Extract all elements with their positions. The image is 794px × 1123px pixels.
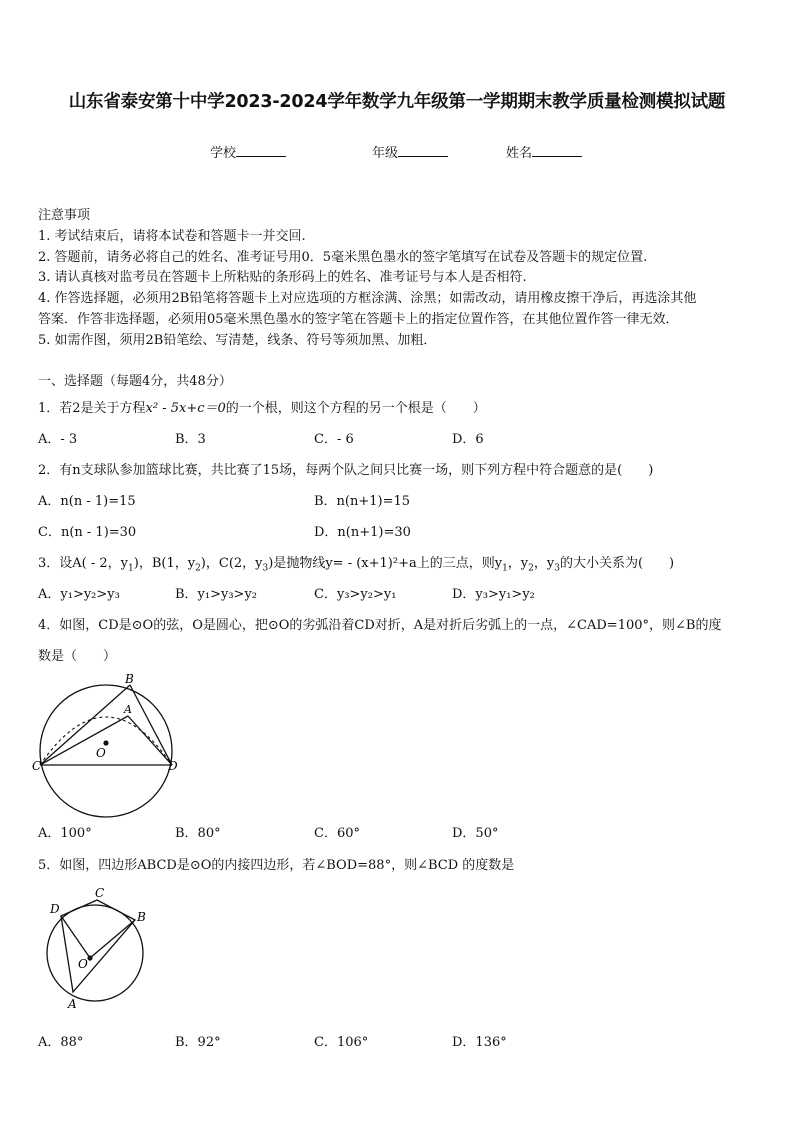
q2-option-d[interactable]: D．n(n+1)=30 bbox=[314, 525, 411, 540]
q4-label-c: C bbox=[32, 759, 42, 773]
q4-label-o: O bbox=[96, 746, 106, 760]
q4-label-b: B bbox=[125, 672, 134, 686]
notice-item: 1. 考试结束后，请将本试卷和答题卡一并交回. bbox=[38, 229, 306, 244]
school-field bbox=[210, 142, 286, 161]
q3-stem-g: 的大小关系为( ) bbox=[559, 556, 675, 571]
q1-option-c[interactable]: C．- 6 bbox=[314, 432, 354, 447]
q5-label-c: C bbox=[95, 886, 105, 900]
q5-option-b[interactable]: B．92° bbox=[175, 1035, 221, 1050]
q1-stem-b: 的一个根，则这个方程的另一个根是（ ） bbox=[225, 401, 486, 416]
q3-option-c[interactable]: C．y₃>y₂>y₁ bbox=[314, 587, 397, 602]
q5-quadrilateral bbox=[61, 900, 135, 992]
grade-label: 年级 bbox=[372, 146, 399, 161]
q3-sub: 1 bbox=[128, 563, 134, 574]
q5-option-c[interactable]: C．106° bbox=[314, 1035, 369, 1050]
q3-stem-e: ，y bbox=[507, 556, 529, 571]
q3-stem-d: )是抛物线y= - (x+1)²+a上的三点，则y bbox=[268, 556, 503, 571]
question-2-stem: 2．有n支球队参加篮球比赛，共比赛了15场，每两个队之间只比赛一场，则下列方程中符合题意的是( ) bbox=[38, 463, 654, 478]
question-1-stem bbox=[38, 397, 486, 416]
q4-option-a[interactable]: A．100° bbox=[38, 826, 92, 841]
name-blank bbox=[532, 144, 582, 157]
q4-label-a: A bbox=[124, 703, 132, 716]
q2-option-c[interactable]: C．n(n - 1)=30 bbox=[38, 525, 137, 540]
grade-blank bbox=[398, 144, 448, 157]
page-title: 山东省泰安第十中学2023-2024学年数学九年级第一学期期末教学质量检测模拟试题 bbox=[68, 92, 726, 112]
q3-sub: 3 bbox=[262, 563, 269, 574]
q4-label-d: D bbox=[168, 759, 178, 773]
q3-stem-b: )，B(1，y bbox=[133, 556, 196, 571]
notice-item: 答案．作答非选择题，必须用05毫米黑色墨水的签字笔在答题卡上的指定位置作答，在其他位置作答一律无效． bbox=[38, 312, 679, 327]
q4-option-d[interactable]: D．50° bbox=[452, 826, 499, 841]
q3-sub: 3 bbox=[554, 563, 560, 574]
notice-item: 4. 作答选择题，必须用2B铅笔将答题卡上对应选项的方框涂满、涂黑；如需改动，请用橡皮擦干净后，再选涂其他 bbox=[38, 291, 697, 306]
q5-label-b: B bbox=[137, 910, 146, 924]
notice-item: 2. 答题前，请务必将自己的姓名、准考证号用0．5毫米黑色墨水的签字笔填写在试卷及答题卡的规定位置. bbox=[38, 250, 648, 265]
q5-option-d[interactable]: D．136° bbox=[452, 1035, 507, 1050]
school-blank bbox=[236, 144, 286, 157]
q3-sub: 1 bbox=[502, 563, 508, 574]
name-field bbox=[506, 142, 582, 161]
name-label: 姓名 bbox=[506, 146, 533, 161]
q3-stem-a: 3．设A( - 2，y bbox=[38, 556, 129, 571]
notice-heading: 注意事项 bbox=[38, 208, 91, 223]
q4-circle bbox=[40, 685, 172, 817]
notice-item: 3. 请认真核对监考员在答题卡上所粘贴的条形码上的姓名、准考证号与本人是否相符. bbox=[38, 270, 527, 285]
q1-option-a[interactable]: A．- 3 bbox=[38, 432, 78, 447]
question-4-stem-line2: 数是（ ） bbox=[38, 649, 117, 664]
q5-segment-do bbox=[61, 916, 90, 958]
q3-stem-f: ，y bbox=[533, 556, 555, 571]
q2-option-b[interactable]: B．n(n+1)=15 bbox=[314, 494, 411, 509]
q4-option-c[interactable]: C．60° bbox=[314, 826, 360, 841]
q3-option-b[interactable]: B．y₁>y₃>y₂ bbox=[175, 587, 258, 602]
question-3-stem bbox=[38, 552, 674, 574]
q3-sub: 2 bbox=[528, 563, 534, 574]
q5-label-o: O bbox=[78, 957, 88, 971]
q4-option-b[interactable]: B．80° bbox=[175, 826, 221, 841]
q4-figure bbox=[32, 668, 182, 818]
q5-figure bbox=[40, 880, 160, 1015]
q4-center-point bbox=[103, 740, 108, 745]
q3-sub: 2 bbox=[195, 563, 201, 574]
school-label: 学校 bbox=[210, 146, 237, 161]
q1-stem-a: 1．若2是关于方程 bbox=[38, 401, 146, 416]
q3-stem-c: )，C(2，y bbox=[200, 556, 263, 571]
q3-option-d[interactable]: D．y₃>y₁>y₂ bbox=[452, 587, 535, 602]
q3-option-a[interactable]: A．y₁>y₂>y₃ bbox=[38, 587, 120, 602]
q5-segment-ob bbox=[90, 920, 135, 958]
q5-label-a: A bbox=[68, 997, 77, 1011]
notice-item: 5. 如需作图，须用2B铅笔绘、写清楚，线条、符号等须加黑、加粗． bbox=[38, 333, 437, 348]
q4-segment-cb bbox=[40, 685, 130, 765]
section-heading: 一、选择题（每题4分，共48分） bbox=[38, 374, 232, 389]
q5-label-d: D bbox=[50, 902, 60, 916]
q5-option-a[interactable]: A．88° bbox=[38, 1035, 84, 1050]
q2-option-a[interactable]: A．n(n - 1)=15 bbox=[38, 494, 136, 509]
q1-option-d[interactable]: D．6 bbox=[452, 432, 484, 447]
question-5-stem: 5．如图，四边形ABCD是⊙O的内接四边形，若∠BOD=88°，则∠BCD 的度数是 bbox=[38, 858, 515, 873]
q5-center-point bbox=[87, 955, 92, 960]
q1-equation: x² - 5x+c＝0 bbox=[145, 401, 226, 416]
q1-option-b[interactable]: B．3 bbox=[175, 432, 206, 447]
grade-field bbox=[372, 142, 448, 161]
question-4-stem-line1: 4．如图，CD是⊙O的弦，O是圆心，把⊙O的劣弧沿着CD对折，A是对折后劣弧上的一点，∠CAD=100°，则∠B的度 bbox=[38, 618, 722, 633]
q4-segment-ca bbox=[40, 716, 128, 765]
